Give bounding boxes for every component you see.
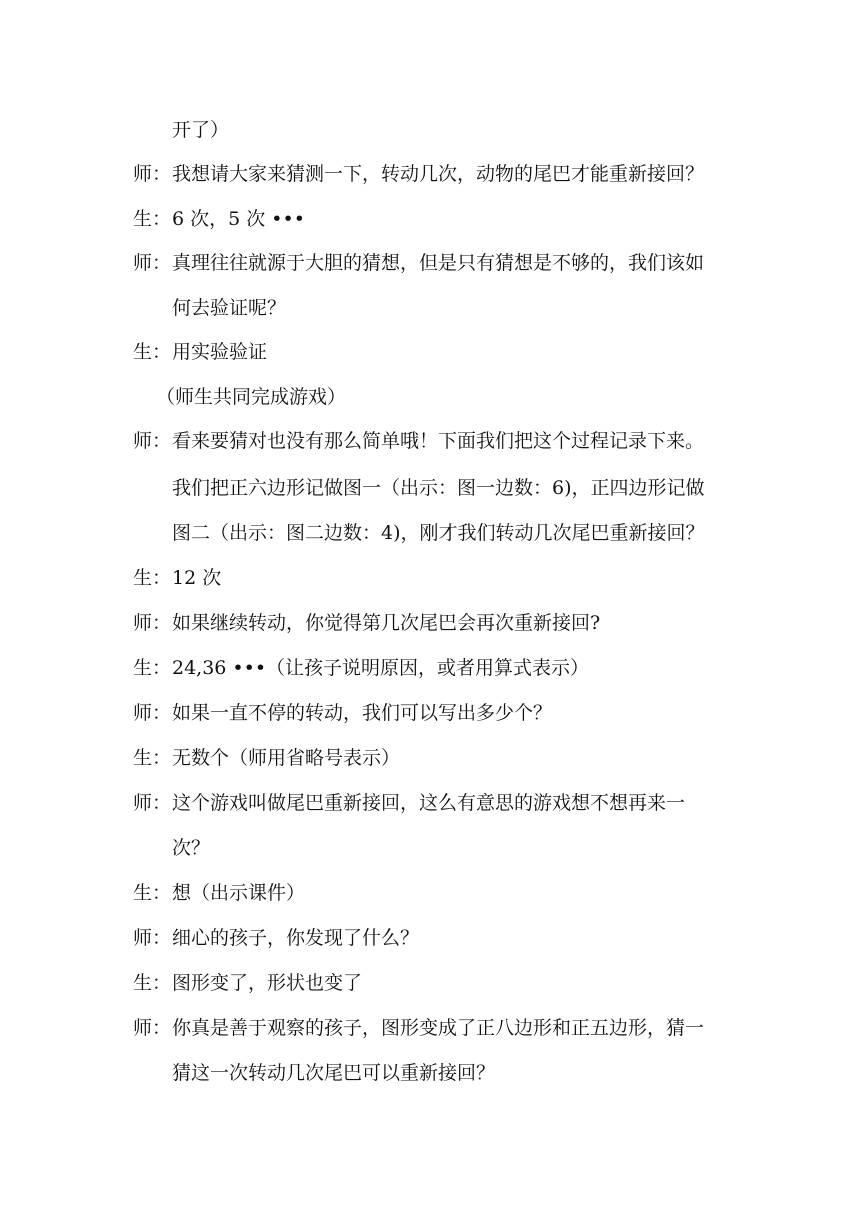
speaker-label: 生： (133, 657, 172, 679)
line-text: 真理往往就源于大胆的猜想，但是只有猜想是不够的，我们该如 (172, 252, 705, 274)
speaker-label: 师： (133, 612, 172, 634)
line-text: 我们把正六边形记做图一（出示：图一边数：6)，正四边形记做 (172, 477, 705, 499)
line-text: 12 次 (172, 567, 222, 589)
line-text: 我想请大家来猜测一下，转动几次，动物的尾巴才能重新接回？ (172, 163, 705, 185)
line-text: 24,36 •••（让孩子说明原因，或者用算式表示） (172, 657, 590, 679)
line-text: 用实验验证 (172, 341, 268, 363)
speaker-label: 师： (133, 252, 172, 274)
speaker-label: 生： (133, 567, 172, 589)
speaker-label: 师： (133, 792, 172, 814)
speaker-label: 师： (133, 163, 172, 185)
line-text: 何去验证呢？ (172, 297, 287, 319)
line-text: 次？ (172, 837, 211, 859)
speaker-label: 师： (133, 702, 172, 724)
speaker-label: 生： (133, 341, 172, 363)
line-text: 你真是善于观察的孩子，图形变成了正八边形和正五边形，猜一 (172, 1017, 705, 1039)
line-text: 看来要猜对也没有那么简单哦！下面我们把这个过程记录下来。 (172, 430, 705, 452)
line-text: 想（出示课件） (172, 882, 306, 904)
speaker-label: 生： (133, 972, 172, 994)
line-text: （师生共同完成游戏） (156, 386, 347, 408)
line-text: 图二（出示：图二边数：4)，刚才我们转动几次尾巴重新接回？ (172, 522, 705, 544)
line-text: 如果一直不停的转动，我们可以写出多少个？ (172, 702, 553, 724)
line-text: 开了） (172, 119, 230, 141)
line-text: 细心的孩子，你发现了什么？ (172, 927, 420, 949)
line-text: 6 次，5 次 ••• (172, 208, 305, 230)
line-text: 无数个（师用省略号表示） (172, 747, 401, 769)
speaker-label: 生： (133, 882, 172, 904)
line-text: 猜这一次转动几次尾巴可以重新接回？ (172, 1062, 496, 1084)
speaker-label: 师： (133, 1017, 172, 1039)
speaker-label: 生： (133, 208, 172, 230)
speaker-label: 师： (133, 430, 172, 452)
line-text: 如果继续转动，你觉得第几次尾巴会再次重新接回? (172, 612, 601, 634)
speaker-label: 师： (133, 927, 172, 949)
speaker-label: 生： (133, 747, 172, 769)
line-text: 图形变了，形状也变了 (172, 972, 363, 994)
line-text: 这个游戏叫做尾巴重新接回，这么有意思的游戏想不想再来一 (172, 792, 686, 814)
